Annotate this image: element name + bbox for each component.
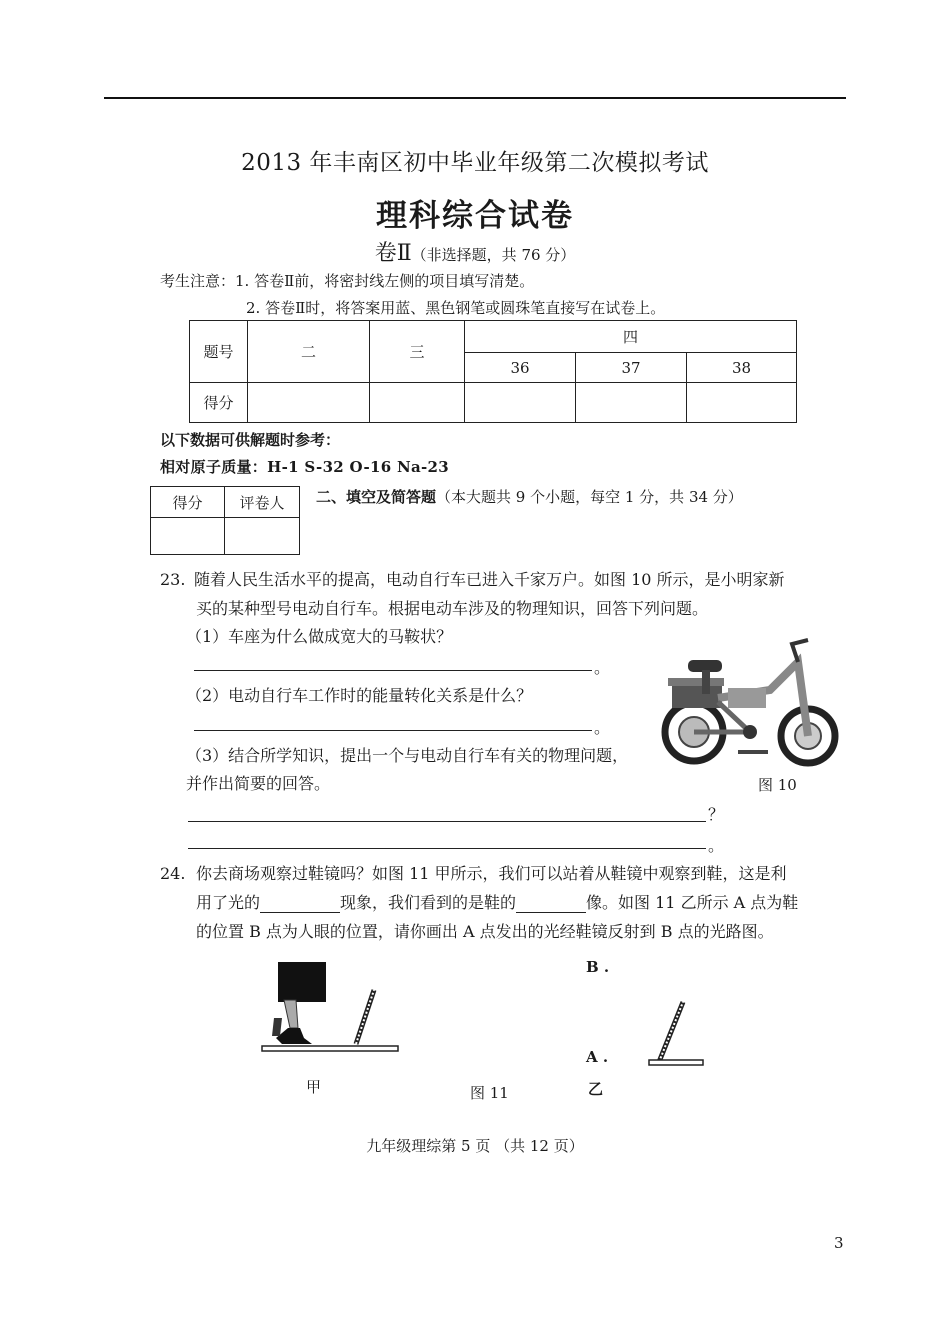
score-table (189, 320, 797, 423)
q23-end-mark-1: 。 (594, 658, 611, 677)
q23-sub-1: （1）车座为什么做成宽大的马鞍状？ (186, 627, 453, 646)
sub-col-38: 38 (687, 353, 797, 383)
q24-line-1: 你去商场观察过鞋镜吗？如图 11 甲所示，我们可以站着从鞋镜中观察到鞋，这是利 (196, 864, 787, 883)
q23-end-mark-3: 。 (708, 836, 725, 855)
point-b-label: B . (586, 958, 610, 976)
q24-line-2-a: 用了光的 (196, 893, 261, 912)
q24-blank-2[interactable] (516, 894, 586, 913)
shoe-mirror-figure-yi (645, 996, 707, 1070)
q23-answer-line-2[interactable] (194, 730, 592, 731)
q23-sub-3-line-2: 并作出简要的回答。 (186, 774, 331, 793)
label-jia: 甲 (306, 1078, 322, 1096)
q23-number: 23. (160, 570, 186, 589)
score-cell-two[interactable] (248, 383, 370, 423)
section-heading (0, 236, 950, 267)
grader-score-label: 得分 (151, 487, 225, 518)
top-rule (104, 97, 846, 99)
notice-line-1 (160, 270, 534, 291)
notice-label: 考生注意： (160, 272, 236, 290)
q23-sub-2: （2）电动自行车工作时的能量转化关系是什么？ (186, 686, 533, 705)
paper-title: 理科综合试卷 (376, 198, 574, 234)
grader-box (150, 486, 300, 555)
q24-line-2-b: 现象，我们看到的是鞋的 (340, 893, 517, 912)
q24-line-2 (196, 893, 798, 913)
shoe-mirror-figure-jia (258, 958, 404, 1056)
q24-line-2-c: 像。如图 11 乙所示 A 点为鞋 (586, 893, 799, 912)
q24-line-3: 的位置 B 点为人眼的位置，请你画出 A 点发出的光经鞋镜反射到 B 点的光路图。 (196, 922, 774, 941)
q23-answer-line-4[interactable] (188, 848, 706, 849)
q23-end-mark-2: 。 (594, 718, 611, 737)
grader-label: 评卷人 (225, 487, 300, 518)
grader-name-cell[interactable] (225, 518, 300, 555)
score-cell-three[interactable] (370, 383, 465, 423)
q23-question-mark: ？ (708, 805, 725, 824)
score-cell-37[interactable] (576, 383, 687, 423)
score-cell-36[interactable] (465, 383, 576, 423)
q24-blank-1[interactable] (260, 894, 340, 913)
q23-answer-line-1[interactable] (194, 670, 592, 671)
sub-col-37: 37 (576, 353, 687, 383)
footer-page-info: 九年级理综第 5 页 （共 12 页） (366, 1137, 584, 1155)
q23-stem-line-1: 随着人民生活水平的提高，电动自行车已进入千家万户。如图 10 所示，是小明家新 (194, 570, 785, 589)
page-number: 3 (834, 1234, 844, 1252)
col-three: 三 (370, 321, 465, 383)
electric-bicycle-image (658, 632, 844, 772)
section2-note: （本大题共 9 个小题，每空 1 分，共 34 分） (436, 488, 743, 506)
reference-title: 以下数据可供解题时参考： (160, 431, 341, 449)
q23-answer-line-3[interactable] (188, 821, 706, 822)
reference-masses: 相对原子质量：H-1 S-32 O-16 Na-23 (160, 458, 450, 476)
q23-sub-3-line-1: （3）结合所学知识，提出一个与电动自行车有关的物理问题， (186, 746, 629, 765)
notice-item-1: 1. 答卷Ⅱ前，将密封线左侧的项目填写清楚。 (235, 272, 535, 290)
figure-10-caption: 图 10 (758, 776, 797, 794)
point-a-label: A . (586, 1048, 609, 1066)
col-two: 二 (248, 321, 370, 383)
row-label-number: 题号 (190, 321, 248, 383)
section-note: （非选择题，共 76 分） (411, 246, 576, 264)
row-label-score: 得分 (190, 383, 248, 423)
exam-title: 2013 年丰南区初中毕业年级第二次模拟考试 (241, 150, 709, 176)
sub-col-36: 36 (465, 353, 576, 383)
notice-item-2: 2. 答卷Ⅱ时，将答案用蓝、黑色钢笔或圆珠笔直接写在试卷上。 (246, 299, 666, 317)
score-cell-38[interactable] (687, 383, 797, 423)
label-yi: 乙 (588, 1080, 604, 1098)
q24-number: 24. (160, 864, 186, 883)
section-label: 卷Ⅱ (374, 241, 412, 266)
q23-stem-line-2: 买的某种型号电动自行车。根据电动车涉及的物理知识，回答下列问题。 (196, 599, 709, 618)
figure-11-caption: 图 11 (470, 1084, 509, 1102)
col-four: 四 (465, 321, 797, 353)
section2-heading (316, 486, 743, 507)
section2-title: 二、填空及简答题 (316, 488, 437, 506)
grader-score-cell[interactable] (151, 518, 225, 555)
